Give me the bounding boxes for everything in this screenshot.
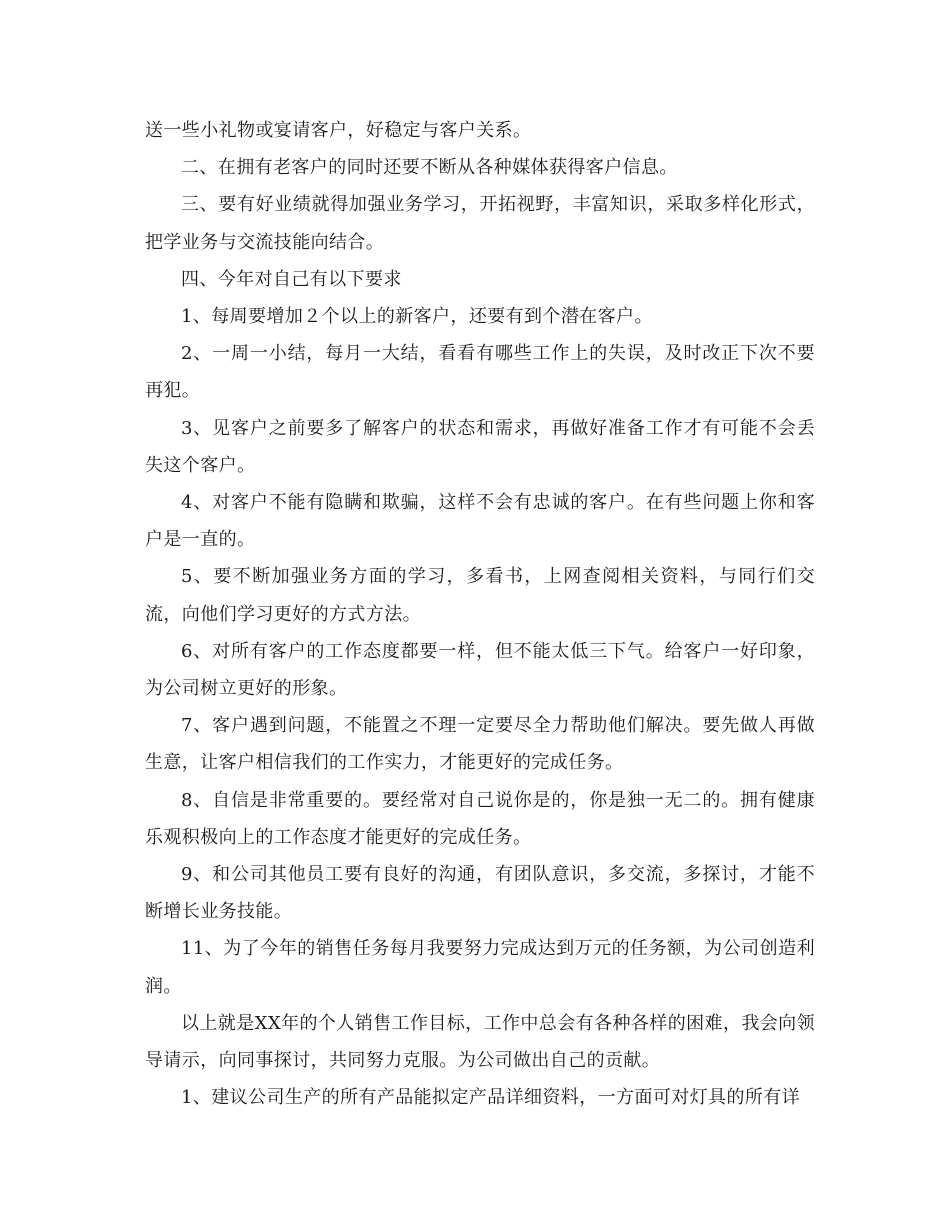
- paragraph-suggestion-1: 1、建议公司生产的所有产品能拟定产品详细资料，一方面可对灯具的所有详: [181, 1087, 801, 1109]
- paragraph-item-3: 3、见客户之前要多了解客户的状态和需求，再做好准备工作才有可能不会丢失这个客户。: [145, 417, 815, 476]
- paragraph-summary: 以上就是XX年的个人销售工作目标，工作中总会有各种各样的困难，我会向领导请示，向同事探讨，共同努力克服。为公司做出自己的贡献。: [145, 1012, 815, 1072]
- paragraph-item-11: 11、为了今年的销售任务每月我要努力完成达到万元的任务额，为公司创造利润。: [145, 938, 815, 997]
- paragraph-item-5: 5、要不断加强业务方面的学习，多看书，上网查阅相关资料，与同行们交流，向他们学习更好的方式方法。: [145, 566, 815, 625]
- paragraph-item-7: 7、客户遇到问题，不能置之不理一定要尽全力帮助他们解决。要先做人再做生意，让客户相信我们的工作实力，才能更好的完成任务。: [145, 715, 815, 774]
- paragraph-item-1: 1、每周要增加２个以上的新客户，还要有到个潜在客户。: [181, 306, 653, 328]
- paragraph-section-two: 二、在拥有老客户的同时还要不断从各种媒体获得客户信息。: [181, 157, 678, 179]
- paragraph-item-6: 6、对所有客户的工作态度都要一样，但不能太低三下气。给客户一好印象，为公司树立更好的形象。: [145, 640, 815, 700]
- paragraph-section-four: 四、今年对自己有以下要求: [181, 268, 402, 290]
- paragraph-item-9: 9、和公司其他员工要有良好的沟通，有团队意识，多交流，多探讨，才能不断增长业务技能。: [145, 864, 815, 923]
- document-body: [145, 112, 815, 1116]
- paragraph-item-2: 2、一周一小结，每月一大结，看看有哪些工作上的失误，及时改正下次不要再犯。: [145, 343, 815, 402]
- paragraph-section-three: 三、要有好业绩就得加强业务学习，开拓视野，丰富知识，采取多样化形式，把学业务与交流技能向结合。: [145, 194, 815, 253]
- paragraph-continuation: 送一些小礼物或宴请客户，好稳定与客户关系。: [145, 120, 532, 141]
- paragraph-item-4: 4、对客户不能有隐瞒和欺骗，这样不会有忠诚的客户。在有些问题上你和客户是一直的。: [145, 492, 815, 551]
- paragraph-item-8: 8、自信是非常重要的。要经常对自己说你是的，你是独一无二的。拥有健康乐观积极向上的工作态度才能更好的完成任务。: [145, 789, 815, 848]
